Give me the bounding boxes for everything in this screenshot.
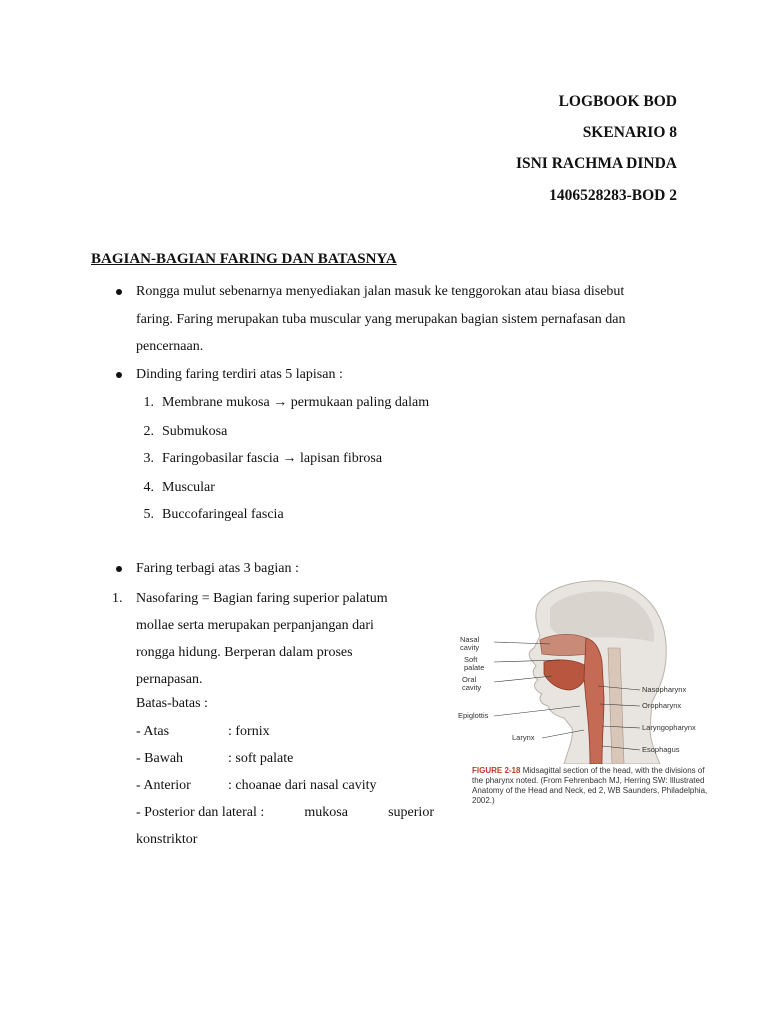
batas-row [136, 772, 434, 800]
bullet-dot [116, 289, 122, 295]
nasofaring-block [112, 585, 434, 697]
batas-value: : fornix [228, 724, 270, 739]
midsagittal-head-illustration [468, 578, 708, 764]
batas-value: : soft palate [228, 751, 294, 766]
layer-item: Membrane mukosa → permukaan paling dalam [162, 395, 430, 410]
batas-key: - Bawah [136, 751, 184, 766]
nasofaring-line3: rongga hidung. Berperan dalam proses [136, 645, 353, 660]
batas-value-word: superior [388, 805, 434, 820]
batas-title: Batas-batas : [136, 696, 208, 711]
section-title: BAGIAN-BAGIAN FARING DAN BATASNYA [91, 251, 397, 267]
batas-posterior-cont: konstriktor [136, 832, 198, 847]
anatomy-figure [458, 578, 708, 808]
layer-item: Faringobasilar fascia → lapisan fibrosa [162, 451, 383, 466]
figure-id: FIGURE 2-18 [472, 766, 521, 775]
bullet1-line3: pencernaan. [136, 339, 204, 354]
nasal-cavity-shape [540, 634, 588, 655]
nasofaring-line4: pernapasan. [136, 672, 203, 687]
label-laryngopharynx: Laryngopharynx [642, 723, 696, 732]
bullet1-line1: Rongga mulut sebenarnya menyediakan jalan masuk ke tenggorokan atau biasa disebut [136, 284, 625, 299]
figure-caption-text: Midsagittal section of the head, with the divisions of the pharynx noted. (From Fehrenbach MJ, Herring SW: Illustrated Anatomy of the Head and Neck, ed 2, WB Saunders, Philadelphia, 2002.) [472, 766, 708, 805]
bullet1-line2: faring. Faring merupakan tuba muscular yang merupakan bagian sistem pernafasan dan [136, 312, 626, 327]
batas-key: - Atas [136, 724, 170, 739]
list-number: 1. [143, 395, 154, 410]
label-oropharynx: Oropharynx [642, 701, 682, 710]
label-epiglottis: Epiglottis [458, 711, 489, 720]
label-oral-cavity: Oral cavity [462, 675, 482, 692]
label-esophagus: Esophagus [642, 745, 680, 754]
scenario-title: SKENARIO 8 [582, 124, 677, 141]
bullet3-text: Faring terbagi atas 3 bagian : [136, 561, 299, 576]
author-name: ISNI RACHMA DINDA [515, 155, 677, 172]
layer-item: Submukosa [162, 424, 228, 439]
label-nasal-cavity: Nasal cavity [460, 635, 480, 652]
label-soft-palate: Soft palate [464, 655, 485, 672]
nasofaring-line1: Nasofaring = Bagian faring superior palatum [136, 591, 388, 606]
bullet2-text: Dinding faring terdiri atas 5 lapisan : [136, 367, 343, 382]
list-number: 3. [143, 451, 154, 466]
list-number: 5. [143, 507, 154, 522]
batas-row-posterior [136, 799, 434, 827]
batas-key: - Posterior dan lateral : [136, 805, 265, 820]
bullet-dot [116, 372, 122, 378]
label-nasopharynx: Nasopharynx [642, 685, 687, 694]
logbook-title: LOGBOOK BOD [558, 93, 677, 110]
figure-caption [472, 766, 708, 806]
layer-item: Muscular [162, 480, 215, 495]
list-number: 4. [143, 480, 154, 495]
list-number: 2. [143, 424, 154, 439]
bullet-dot [116, 566, 122, 572]
student-id: 1406528283-BOD 2 [549, 187, 677, 204]
batas-key: - Anterior [136, 778, 191, 793]
nasofaring-line2: mollae serta merupakan perpanjangan dari [136, 618, 374, 633]
batas-row [136, 718, 434, 746]
batas-row [136, 745, 434, 773]
batas-value: : choanae dari nasal cavity [228, 778, 377, 793]
list-number: 1. [112, 591, 123, 606]
batas-value-word: mukosa [304, 805, 348, 820]
layer-item: Buccofaringeal fascia [162, 507, 284, 522]
label-larynx: Larynx [512, 733, 535, 742]
